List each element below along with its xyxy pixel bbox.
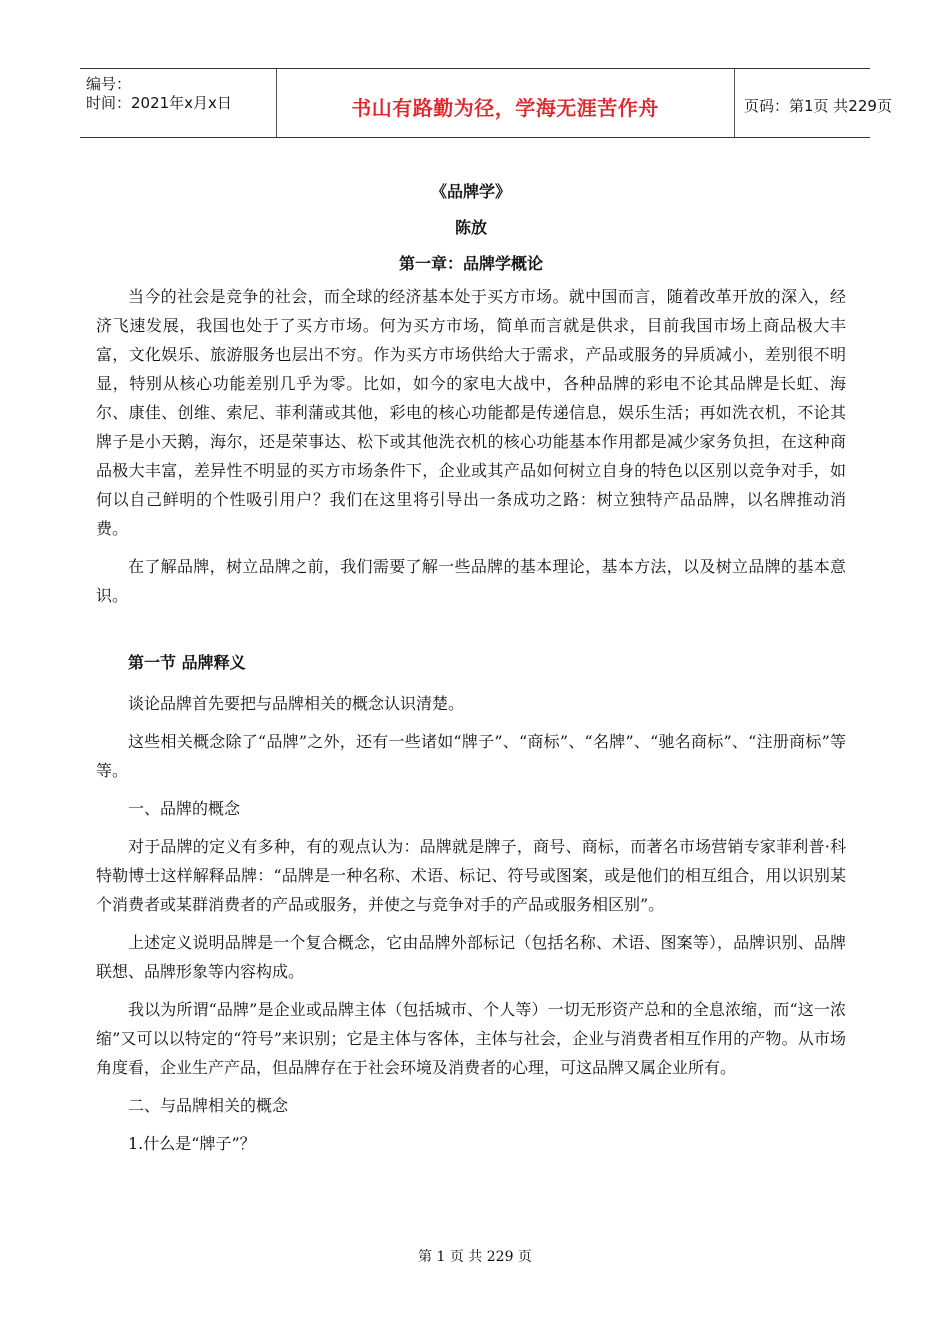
paragraph: 上述定义说明品牌是一个复合概念，它由品牌外部标记（包括名称、术语、图案等），品牌识别、品牌联想、品牌形象等内容构成。 bbox=[96, 933, 846, 981]
motto-text: 书山有路勤为径，学海无涯苦作舟 bbox=[351, 96, 659, 120]
paragraph: 当今的社会是竞争的社会，而全球的经济基本处于买方市场。就中国而言，随着改革开放的深入，经济飞速发展，我国也处于了买方市场。何为买方市场，简单而言就是供求，目前我国市场上商品极大丰富，文化娱乐、旅游服务也层出不穷。作为买方市场供给大于需求，产品或服务的异质减小，差别很不明显，特别从核心功能差别几乎为零。比如，如今的家电大战中，各种品牌的彩电不论其品牌是长虹、海尔、康佳、创维、索尼、菲利蒲或其他，彩电的核心功能都是传递信息，娱乐生活；再如洗衣机，不论其牌子是小天鹅，海尔，还是荣事达、松下或其他洗衣机的核心功能基本作用都是减少家务负担，在这种商品极大丰富，差异性不明显的买方市场条件下，企业或其产品如何树立自身的特色以区别以竞争对手，如何以自己鲜明的个性吸引用户？我们在这里将引导出一条成功之路：树立独特产品品牌，以名牌推动消费。 bbox=[96, 287, 846, 538]
header-meta-cell bbox=[80, 69, 277, 137]
paragraph: 这些相关概念除了“品牌”之外，还有一些诸如“牌子”、“商标”、“名牌”、“驰名商标”、“注册商标”等等。 bbox=[96, 732, 846, 780]
paragraph: 对于品牌的定义有多种，有的观点认为：品牌就是牌子，商号、商标，而著名市场营销专家菲利普·科特勒博士这样解释品牌：“品牌是一种名称、术语、标记、符号或图案，或是他们的相互组合，用以识别某个消费者或某群消费者的产品或服务，并使之与竞争对手的产品或服务相区别”。 bbox=[96, 837, 846, 914]
book-title: 《品牌学》 bbox=[430, 182, 511, 201]
subheading: 二、与品牌相关的概念 bbox=[128, 1096, 289, 1115]
paragraph: 在了解品牌，树立品牌之前，我们需要了解一些品牌的基本理论，基本方法，以及树立品牌的基本意识。 bbox=[96, 557, 846, 605]
header-motto-cell bbox=[276, 69, 735, 137]
subheading: 1.什么是“牌子”？ bbox=[128, 1134, 256, 1153]
header-page-cell bbox=[734, 69, 892, 137]
subheading: 一、品牌的概念 bbox=[128, 799, 241, 818]
header-page-info: 页码：第1页 共229页 bbox=[744, 97, 892, 115]
paragraph: 谈论品牌首先要把与品牌相关的概念认识清楚。 bbox=[128, 694, 465, 713]
document-body bbox=[96, 180, 846, 1167]
document-code-label: 编号： bbox=[86, 75, 132, 93]
document-header bbox=[80, 68, 892, 138]
paragraph: 我以为所谓“品牌”是企业或品牌主体（包括城市、个人等）一切无形资产总和的全息浓缩，而“这一浓缩”又可以以特定的“符号”来识别；它是主体与客体，主体与社会，企业与消费者相互作用的产物。从市场角度看，企业生产产品，但品牌存在于社会环境及消费者的心理，可这品牌又属企业所有。 bbox=[96, 1000, 846, 1077]
author-name: 陈放 bbox=[454, 218, 487, 237]
section-title: 第一节 品牌释义 bbox=[128, 653, 246, 672]
page-footer: 第 1 页 共 229 页 bbox=[418, 1249, 532, 1265]
chapter-title: 第一章：品牌学概论 bbox=[398, 254, 543, 273]
document-time-label: 时间：2021年x月x日 bbox=[86, 94, 232, 112]
